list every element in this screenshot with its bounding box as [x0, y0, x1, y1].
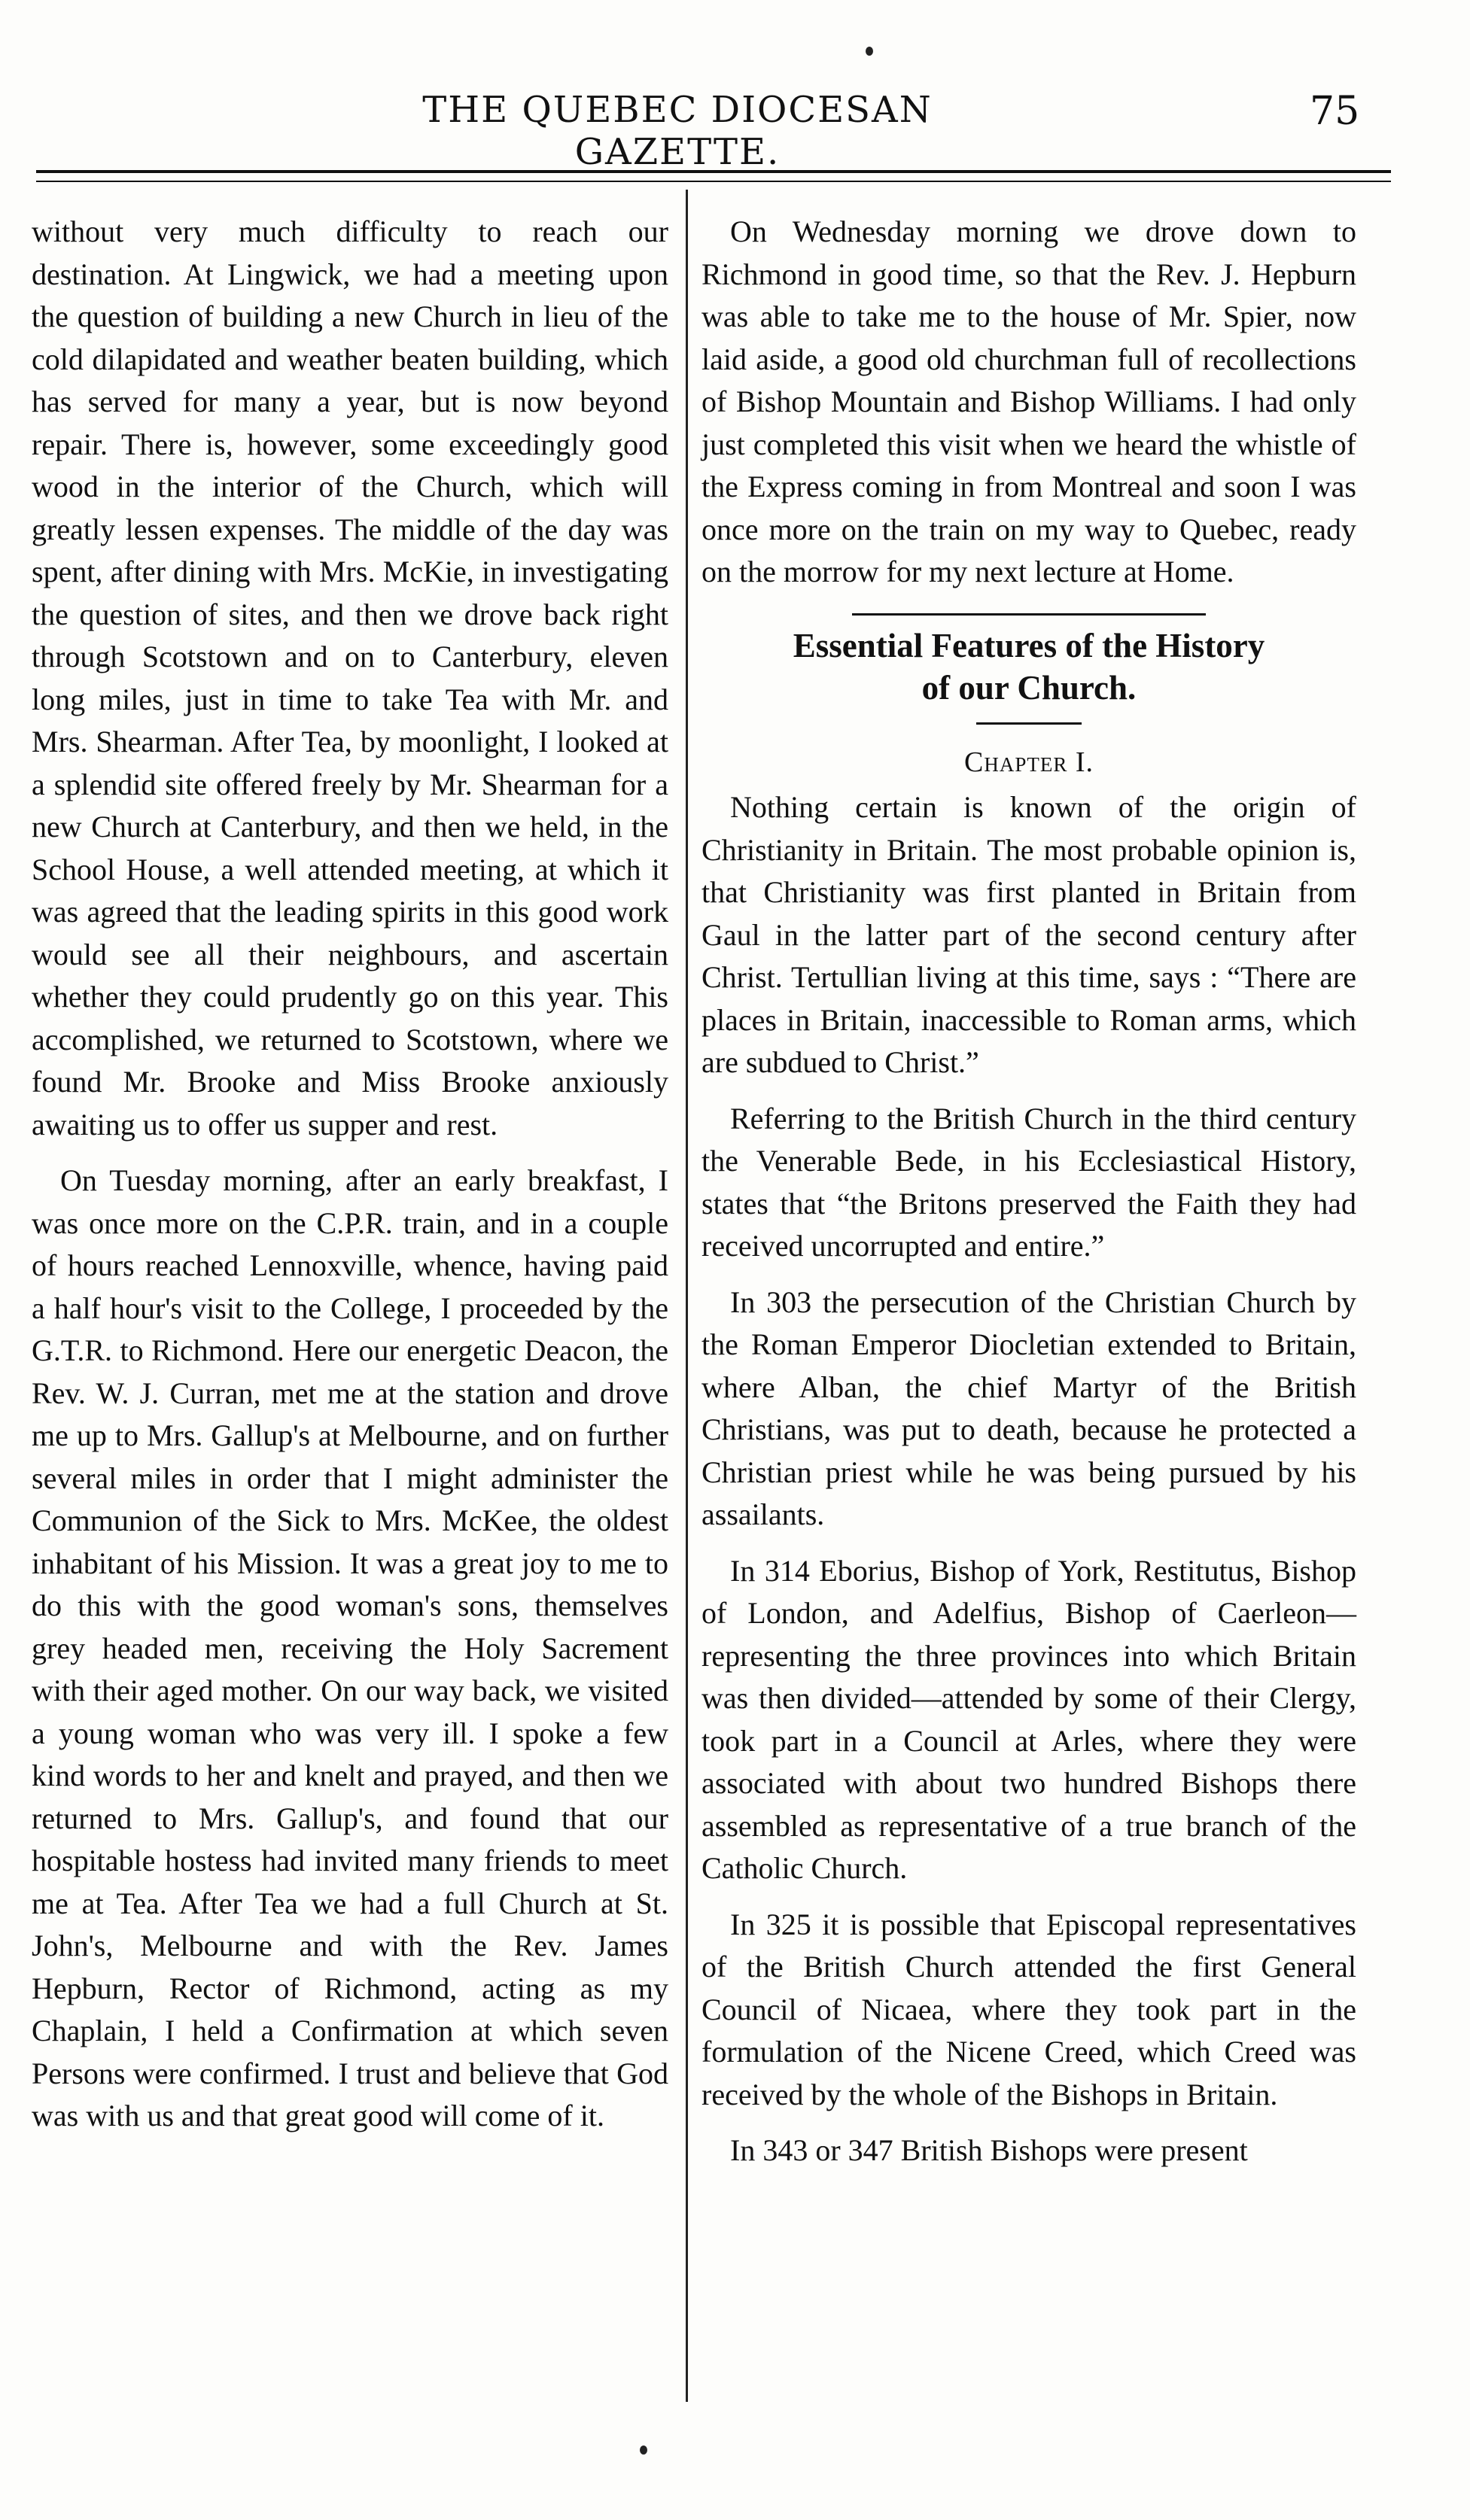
- right-paragraph-2: Referring to the British Church in the third century the Venerable Bede, in his Ecclesiastical History, states that “the Britons preserved the Faith they had received uncorrupted and entire.”: [702, 1101, 1356, 1263]
- ink-speck: [866, 47, 873, 56]
- section-title: [702, 625, 1356, 709]
- ink-speck: [640, 2446, 647, 2455]
- page-header-title: THE QUEBEC DIOCESAN GAZETTE.: [422, 89, 933, 173]
- right-paragraph-1: Nothing certain is known of the origin of Christianity in Britain. The most probable opinion is, that Christianity was first planted in Britain from Gaul in the latter part of the second century after Christ. Tertullian living at this time, says : “There are places in Britain, inaccessible to Roman arms, which are subdued to Christ.”: [702, 790, 1356, 1079]
- chapter-heading: Chapter I.: [963, 746, 1094, 778]
- right-paragraph-3: In 303 the persecution of the Christian Church by the Roman Emperor Diocletian extended to Britain, where Alban, the chief Martyr of the British Christians, was put to death, because he protected a Christian priest while he was being pursued by his assailants.: [702, 1284, 1356, 1531]
- title-underline: [976, 722, 1082, 725]
- left-paragraph-2: On Tuesday morning, after an early breakfast, I was once more on the C.P.R. train, and in a couple of hours reached Lennoxville, whence, having paid a half hour's visit to the College, I proceeded by the G.T.R. to Richmond. Here our energetic Deacon, the Rev. W. J. Curran, met me at the station and drove me up to Mrs. Gallup's at Melbourne, and on further several miles in order that I might administer the Communion of the Sick to Mrs. McKee, the oldest inhabitant of his Mission. It was a great joy to me to do this with the good woman's sons, themselves grey headed men, receiving the Holy Sacrement with their aged mother. On our way back, we visited a young woman who was very ill. I spoke a few kind words to her and knelt and prayed, and then we returned to Mrs. Gallup's, and found that our hospitable hostess had invited many friends to meet me at Tea. After Tea we had a full Church at St. John's, Melbourne and with the Rev. James Hepburn, Rector of Richmond, acting as my Chaplain, I held a Confirmation at which seven Persons were confirmed. I trust and believe that God was with us and that great good will come of it.: [32, 1163, 668, 2132]
- right-paragraph-6: In 343 or 347 British Bishops were present: [730, 2133, 1248, 2167]
- right-paragraph-4: In 314 Eborius, Bishop of York, Restitutus, Bishop of London, and Adelfius, Bishop of Caerleon—representing the three provinces into which Britain was then divided—attended by some of their Clergy, took part in a Council at Arles, where they were associated with about two hundred Bishops there assembled as representative of a true branch of the Catholic Church.: [702, 1553, 1356, 1885]
- header-rule: [36, 170, 1391, 173]
- section-title-line-1: Essential Features of the History: [793, 626, 1265, 664]
- section-divider: [852, 613, 1206, 616]
- right-column: [702, 211, 1356, 2172]
- header-rule-thin: [36, 181, 1391, 182]
- page-number: 75: [1310, 89, 1360, 134]
- column-divider: [686, 190, 688, 2402]
- right-paragraph-5: In 325 it is possible that Episcopal representatives of the British Church attended the first General Council of Nicaea, where they took part in the formulation of the Nicene Creed, which Creed was received by the whole of the Bishops in Britain.: [702, 1907, 1356, 2111]
- right-intro-paragraph: On Wednesday morning we drove down to Richmond in good time, so that the Rev. J. Hepburn was able to take me to the house of Mr. Spier, now laid aside, a good old churchman full of recollections of Bishop Mountain and Bishop Williams. I had only just completed this visit when we heard the whistle of the Express coming in from Montreal and soon I was once more on the train on my way to Quebec, ready on the morrow for my next lecture at Home.: [702, 214, 1356, 588]
- left-paragraph-1: without very much difficulty to reach our destination. At Lingwick, we had a meeting upon the question of building a new Church in lieu of the cold dilapidated and weather beaten building, which has served for many a year, but is now beyond repair. There is, however, some exceedingly good wood in the interior of the Church, which will greatly lessen expenses. The middle of the day was spent, after dining with Mrs. McKie, in investigating the question of sites, and then we drove back right through Scotstown and on to Canterbury, eleven long miles, just in time to take Tea with Mr. and Mrs. Shearman. After Tea, by moonlight, I looked at a splendid site offered freely by Mr. Shearman for a new Church at Canterbury, and then we held, in the School House, a well attended meeting, at which it was agreed that the leading spirits in this good work would see all their neighbours, and ascertain whether they could prudently go on this year. This accomplished, we returned to Scotstown, where we found Mr. Brooke and Miss Brooke anxiously awaiting us to offer us supper and rest.: [32, 214, 668, 1141]
- left-column: [32, 211, 668, 2138]
- section-title-line-2: of our Church.: [921, 668, 1137, 707]
